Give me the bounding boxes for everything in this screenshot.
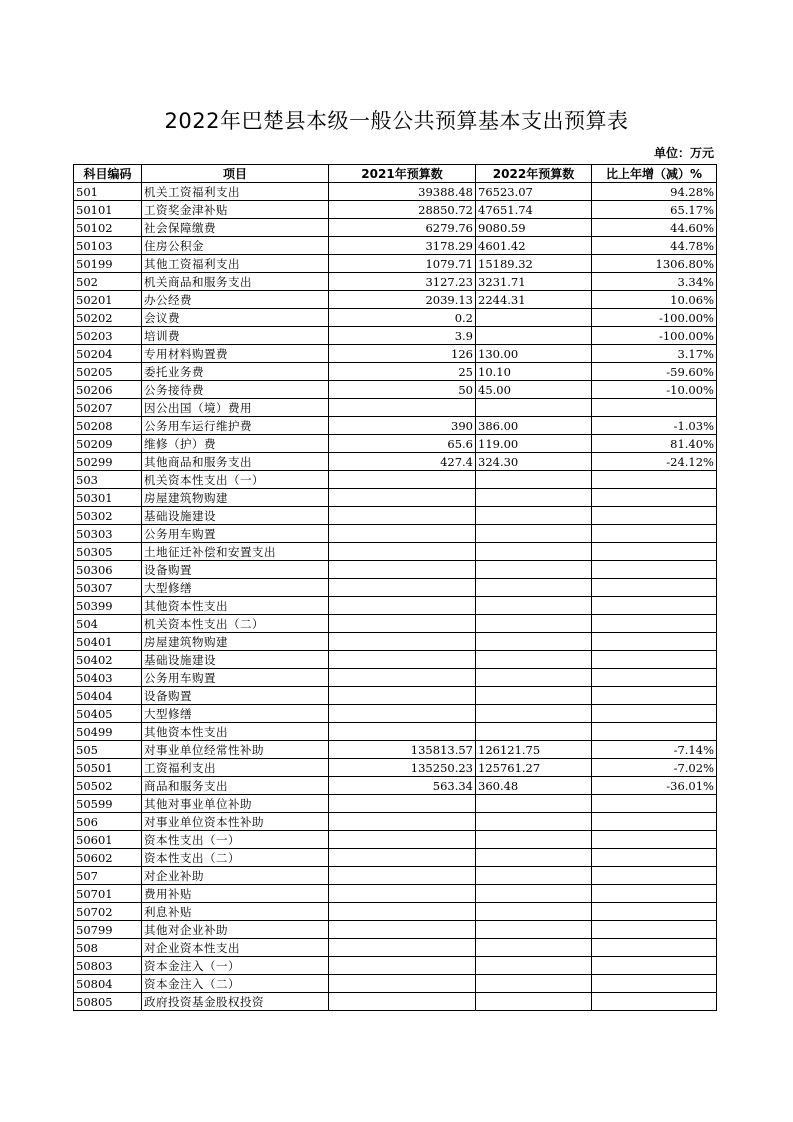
cell-change-percent (592, 885, 717, 903)
cell-item: 房屋建筑物购建 (142, 489, 329, 507)
cell-item: 对事业单位资本性补助 (142, 813, 329, 831)
table-row (74, 993, 717, 1011)
table-body (74, 183, 717, 1011)
cell-code: 50208 (74, 417, 142, 435)
cell-2021-budget: 135250.23 (329, 759, 476, 777)
table-row (74, 543, 717, 561)
cell-2022-budget: 10.10 (476, 363, 592, 381)
cell-code: 50702 (74, 903, 142, 921)
cell-change-percent (592, 723, 717, 741)
cell-2022-budget: 4601.42 (476, 237, 592, 255)
table-row (74, 939, 717, 957)
cell-item: 机关资本性支出（二） (142, 615, 329, 633)
table-row (74, 921, 717, 939)
cell-change-percent (592, 399, 717, 417)
cell-item: 专用材料购置费 (142, 345, 329, 363)
cell-2021-budget: 65.6 (329, 435, 476, 453)
cell-item: 大型修缮 (142, 705, 329, 723)
cell-change-percent (592, 975, 717, 993)
cell-code: 50602 (74, 849, 142, 867)
header-2021-budget: 2021年预算数 (329, 165, 476, 183)
header-change-percent: 比上年增（减）% (592, 165, 717, 183)
table-row (74, 219, 717, 237)
cell-item: 利息补贴 (142, 903, 329, 921)
cell-change-percent: 10.06% (592, 291, 717, 309)
cell-change-percent (592, 525, 717, 543)
cell-item: 资本性支出（二） (142, 849, 329, 867)
cell-change-percent: 65.17% (592, 201, 717, 219)
cell-item: 因公出国（境）费用 (142, 399, 329, 417)
cell-2021-budget (329, 957, 476, 975)
table-header-row (74, 165, 717, 183)
cell-change-percent (592, 651, 717, 669)
cell-2022-budget (476, 723, 592, 741)
cell-2021-budget: 39388.48 (329, 183, 476, 201)
cell-2021-budget: 563.34 (329, 777, 476, 795)
table-row (74, 885, 717, 903)
cell-2021-budget (329, 579, 476, 597)
cell-item: 机关商品和服务支出 (142, 273, 329, 291)
cell-2021-budget (329, 705, 476, 723)
table-row (74, 273, 717, 291)
table-row (74, 867, 717, 885)
cell-2022-budget (476, 795, 592, 813)
table-row (74, 615, 717, 633)
cell-item: 基础设施建设 (142, 507, 329, 525)
cell-2021-budget: 135813.57 (329, 741, 476, 759)
cell-2022-budget (476, 525, 592, 543)
header-code: 科目编码 (74, 165, 142, 183)
cell-2022-budget (476, 939, 592, 957)
cell-2021-budget (329, 651, 476, 669)
table-row (74, 903, 717, 921)
cell-code: 505 (74, 741, 142, 759)
cell-2021-budget (329, 561, 476, 579)
cell-change-percent: -100.00% (592, 309, 717, 327)
cell-code: 50207 (74, 399, 142, 417)
cell-2022-budget (476, 309, 592, 327)
table-row (74, 255, 717, 273)
cell-change-percent (592, 615, 717, 633)
cell-code: 50305 (74, 543, 142, 561)
cell-item: 大型修缮 (142, 579, 329, 597)
cell-code: 50405 (74, 705, 142, 723)
table-row (74, 687, 717, 705)
cell-code: 508 (74, 939, 142, 957)
cell-item: 其他对事业单位补助 (142, 795, 329, 813)
cell-item: 费用补贴 (142, 885, 329, 903)
table-row (74, 489, 717, 507)
cell-2022-budget (476, 651, 592, 669)
table-row (74, 777, 717, 795)
cell-code: 50303 (74, 525, 142, 543)
cell-change-percent (592, 795, 717, 813)
table-row (74, 705, 717, 723)
cell-item: 资本金注入（一） (142, 957, 329, 975)
table-row (74, 399, 717, 417)
cell-item: 其他资本性支出 (142, 597, 329, 615)
table-row (74, 381, 717, 399)
cell-change-percent: 94.28% (592, 183, 717, 201)
cell-code: 50101 (74, 201, 142, 219)
cell-2022-budget: 9080.59 (476, 219, 592, 237)
cell-change-percent (592, 993, 717, 1011)
cell-2021-budget (329, 669, 476, 687)
cell-2021-budget (329, 795, 476, 813)
cell-item: 设备购置 (142, 687, 329, 705)
cell-item: 设备购置 (142, 561, 329, 579)
table-row (74, 561, 717, 579)
cell-2022-budget (476, 507, 592, 525)
cell-2022-budget: 76523.07 (476, 183, 592, 201)
cell-2021-budget (329, 849, 476, 867)
cell-item: 对事业单位经常性补助 (142, 741, 329, 759)
cell-item: 工资福利支出 (142, 759, 329, 777)
cell-item: 维修（护）费 (142, 435, 329, 453)
table-row (74, 183, 717, 201)
table-row (74, 813, 717, 831)
cell-2022-budget (476, 597, 592, 615)
cell-code: 50403 (74, 669, 142, 687)
cell-2021-budget (329, 471, 476, 489)
cell-2021-budget (329, 615, 476, 633)
cell-code: 50205 (74, 363, 142, 381)
cell-2021-budget (329, 543, 476, 561)
cell-2021-budget (329, 975, 476, 993)
cell-item: 其他工资福利支出 (142, 255, 329, 273)
cell-2021-budget: 390 (329, 417, 476, 435)
cell-2022-budget (476, 957, 592, 975)
cell-2021-budget (329, 687, 476, 705)
table-row (74, 957, 717, 975)
cell-item: 机关资本性支出（一） (142, 471, 329, 489)
cell-2022-budget (476, 867, 592, 885)
cell-2022-budget (476, 687, 592, 705)
cell-2022-budget: 125761.27 (476, 759, 592, 777)
cell-2021-budget (329, 525, 476, 543)
cell-2021-budget: 6279.76 (329, 219, 476, 237)
cell-code: 50204 (74, 345, 142, 363)
cell-2021-budget (329, 831, 476, 849)
cell-code: 50799 (74, 921, 142, 939)
cell-2021-budget: 25 (329, 363, 476, 381)
cell-2022-budget: 324.30 (476, 453, 592, 471)
cell-2021-budget (329, 993, 476, 1011)
cell-2022-budget (476, 543, 592, 561)
cell-2022-budget (476, 975, 592, 993)
cell-code: 50209 (74, 435, 142, 453)
cell-2022-budget (476, 561, 592, 579)
cell-2022-budget (476, 849, 592, 867)
cell-2022-budget: 386.00 (476, 417, 592, 435)
cell-code: 507 (74, 867, 142, 885)
cell-change-percent: -7.14% (592, 741, 717, 759)
table-row (74, 795, 717, 813)
cell-code: 50102 (74, 219, 142, 237)
cell-change-percent: -7.02% (592, 759, 717, 777)
cell-2022-budget (476, 399, 592, 417)
cell-change-percent (592, 849, 717, 867)
cell-change-percent (592, 579, 717, 597)
cell-2022-budget (476, 471, 592, 489)
cell-change-percent: 3.34% (592, 273, 717, 291)
cell-item: 住房公积金 (142, 237, 329, 255)
cell-change-percent: -10.00% (592, 381, 717, 399)
table-row (74, 525, 717, 543)
cell-change-percent: -24.12% (592, 453, 717, 471)
table-row (74, 597, 717, 615)
table-row (74, 363, 717, 381)
table-row (74, 201, 717, 219)
cell-item: 政府投资基金股权投资 (142, 993, 329, 1011)
cell-code: 50307 (74, 579, 142, 597)
cell-2021-budget (329, 939, 476, 957)
cell-2022-budget (476, 579, 592, 597)
cell-2021-budget (329, 885, 476, 903)
cell-code: 50299 (74, 453, 142, 471)
cell-2022-budget (476, 903, 592, 921)
cell-change-percent: 1306.80% (592, 255, 717, 273)
table-row (74, 759, 717, 777)
cell-code: 50804 (74, 975, 142, 993)
table-row (74, 579, 717, 597)
cell-code: 50803 (74, 957, 142, 975)
cell-2021-budget (329, 399, 476, 417)
cell-code: 50599 (74, 795, 142, 813)
table-row (74, 435, 717, 453)
cell-change-percent (592, 669, 717, 687)
table-row (74, 849, 717, 867)
cell-2022-budget (476, 615, 592, 633)
cell-change-percent (592, 813, 717, 831)
cell-2021-budget (329, 921, 476, 939)
table-row (74, 309, 717, 327)
cell-2022-budget: 119.00 (476, 435, 592, 453)
cell-change-percent (592, 507, 717, 525)
cell-2021-budget: 3178.29 (329, 237, 476, 255)
cell-code: 50199 (74, 255, 142, 273)
cell-change-percent (592, 921, 717, 939)
cell-change-percent (592, 939, 717, 957)
cell-2021-budget: 126 (329, 345, 476, 363)
cell-2022-budget: 2244.31 (476, 291, 592, 309)
table-row (74, 291, 717, 309)
cell-item: 资本金注入（二） (142, 975, 329, 993)
cell-code: 502 (74, 273, 142, 291)
cell-2022-budget (476, 831, 592, 849)
table-row (74, 327, 717, 345)
cell-item: 社会保障缴费 (142, 219, 329, 237)
cell-item: 土地征迁补偿和安置支出 (142, 543, 329, 561)
cell-item: 资本性支出（一） (142, 831, 329, 849)
table-row (74, 723, 717, 741)
cell-code: 501 (74, 183, 142, 201)
cell-change-percent: -100.00% (592, 327, 717, 345)
cell-change-percent (592, 687, 717, 705)
cell-code: 50206 (74, 381, 142, 399)
table-row (74, 453, 717, 471)
cell-code: 50601 (74, 831, 142, 849)
cell-code: 50501 (74, 759, 142, 777)
cell-2022-budget: 15189.32 (476, 255, 592, 273)
table-row (74, 741, 717, 759)
budget-table (73, 164, 717, 1011)
cell-change-percent: -59.60% (592, 363, 717, 381)
cell-change-percent (592, 633, 717, 651)
cell-item: 公务用车运行维护费 (142, 417, 329, 435)
cell-2021-budget: 28850.72 (329, 201, 476, 219)
cell-2022-budget (476, 669, 592, 687)
cell-code: 50805 (74, 993, 142, 1011)
cell-code: 50401 (74, 633, 142, 651)
cell-2022-budget (476, 921, 592, 939)
cell-item: 公务用车购置 (142, 525, 329, 543)
cell-2021-budget (329, 723, 476, 741)
cell-change-percent (592, 543, 717, 561)
cell-2021-budget: 3127.23 (329, 273, 476, 291)
cell-item: 委托业务费 (142, 363, 329, 381)
cell-2021-budget (329, 813, 476, 831)
cell-code: 50201 (74, 291, 142, 309)
page-title: 2022年巴楚县本级一般公共预算基本支出预算表 (164, 109, 629, 133)
cell-item: 基础设施建设 (142, 651, 329, 669)
header-item: 项目 (142, 165, 329, 183)
table-row (74, 237, 717, 255)
cell-2022-budget: 360.48 (476, 777, 592, 795)
cell-code: 50502 (74, 777, 142, 795)
cell-change-percent (592, 903, 717, 921)
cell-change-percent (592, 957, 717, 975)
cell-2021-budget: 50 (329, 381, 476, 399)
cell-code: 50203 (74, 327, 142, 345)
cell-code: 50701 (74, 885, 142, 903)
table-row (74, 831, 717, 849)
cell-2021-budget: 427.4 (329, 453, 476, 471)
cell-2022-budget (476, 489, 592, 507)
cell-2021-budget: 0.2 (329, 309, 476, 327)
cell-code: 504 (74, 615, 142, 633)
cell-2022-budget: 130.00 (476, 345, 592, 363)
cell-2021-budget (329, 489, 476, 507)
table-row (74, 417, 717, 435)
cell-change-percent: 3.17% (592, 345, 717, 363)
cell-item: 其他对企业补助 (142, 921, 329, 939)
cell-2021-budget (329, 597, 476, 615)
cell-code: 50499 (74, 723, 142, 741)
table-row (74, 669, 717, 687)
cell-2021-budget (329, 903, 476, 921)
table-row (74, 471, 717, 489)
cell-2022-budget: 47651.74 (476, 201, 592, 219)
cell-item: 对企业补助 (142, 867, 329, 885)
cell-change-percent: 44.78% (592, 237, 717, 255)
cell-2021-budget (329, 507, 476, 525)
cell-change-percent (592, 489, 717, 507)
header-2022-budget: 2022年预算数 (476, 165, 592, 183)
cell-code: 50404 (74, 687, 142, 705)
cell-code: 50399 (74, 597, 142, 615)
cell-change-percent (592, 705, 717, 723)
cell-change-percent (592, 561, 717, 579)
cell-item: 公务接待费 (142, 381, 329, 399)
table-row (74, 651, 717, 669)
cell-item: 商品和服务支出 (142, 777, 329, 795)
cell-change-percent (592, 597, 717, 615)
cell-2021-budget: 1079.71 (329, 255, 476, 273)
cell-change-percent: -36.01% (592, 777, 717, 795)
cell-code: 506 (74, 813, 142, 831)
table-row (74, 633, 717, 651)
cell-item: 会议费 (142, 309, 329, 327)
cell-item: 房屋建筑物购建 (142, 633, 329, 651)
cell-item: 工资奖金津补贴 (142, 201, 329, 219)
table-row (74, 507, 717, 525)
cell-change-percent (592, 867, 717, 885)
cell-change-percent (592, 471, 717, 489)
cell-2022-budget (476, 813, 592, 831)
cell-code: 50306 (74, 561, 142, 579)
cell-2022-budget: 45.00 (476, 381, 592, 399)
cell-change-percent: 44.60% (592, 219, 717, 237)
cell-change-percent: 81.40% (592, 435, 717, 453)
unit-label: 单位：万元 (653, 146, 714, 160)
cell-2022-budget (476, 705, 592, 723)
cell-code: 50402 (74, 651, 142, 669)
cell-2021-budget: 3.9 (329, 327, 476, 345)
cell-change-percent (592, 831, 717, 849)
table-row (74, 345, 717, 363)
cell-item: 培训费 (142, 327, 329, 345)
cell-item: 对企业资本性支出 (142, 939, 329, 957)
cell-code: 50103 (74, 237, 142, 255)
cell-2022-budget: 126121.75 (476, 741, 592, 759)
cell-2022-budget (476, 327, 592, 345)
cell-code: 50302 (74, 507, 142, 525)
cell-2021-budget (329, 867, 476, 885)
cell-2021-budget (329, 633, 476, 651)
cell-item: 其他资本性支出 (142, 723, 329, 741)
cell-item: 机关工资福利支出 (142, 183, 329, 201)
cell-item: 其他商品和服务支出 (142, 453, 329, 471)
cell-code: 503 (74, 471, 142, 489)
cell-change-percent: -1.03% (592, 417, 717, 435)
table-row (74, 975, 717, 993)
cell-code: 50301 (74, 489, 142, 507)
cell-item: 公务用车购置 (142, 669, 329, 687)
cell-2021-budget: 2039.13 (329, 291, 476, 309)
cell-code: 50202 (74, 309, 142, 327)
cell-2022-budget (476, 993, 592, 1011)
cell-2022-budget (476, 885, 592, 903)
cell-2022-budget: 3231.71 (476, 273, 592, 291)
cell-item: 办公经费 (142, 291, 329, 309)
cell-2022-budget (476, 633, 592, 651)
